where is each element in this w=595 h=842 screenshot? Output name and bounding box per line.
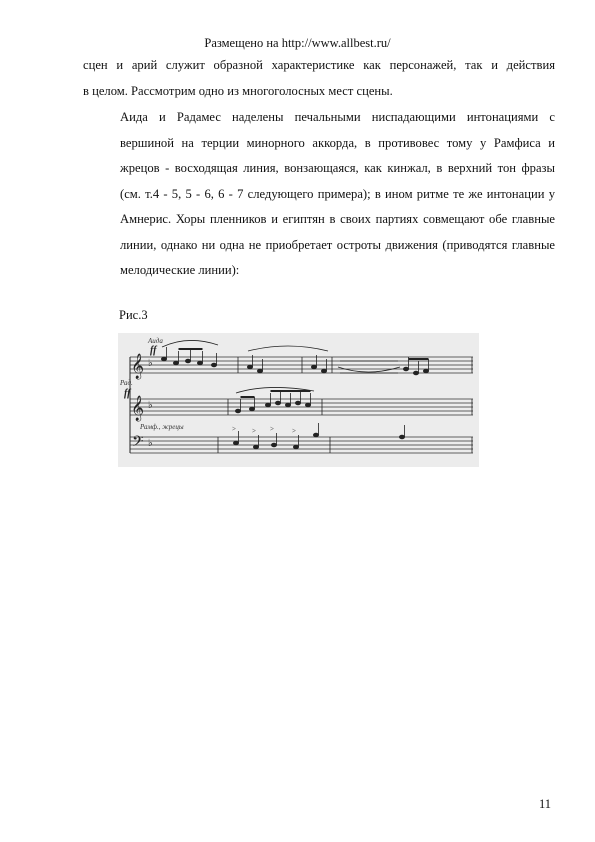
svg-text:>: >	[252, 427, 256, 435]
text-line: сцен и арий служит образной характеристике как персонажей, так и действия	[83, 58, 555, 72]
treble-clef-icon: 𝄞	[131, 395, 145, 420]
dynamic-mark: ff	[124, 388, 131, 399]
staff-label-radames: Рад.	[120, 379, 133, 387]
bass-clef-icon: 𝄢	[132, 433, 144, 453]
text-line: Амнерис. Хоры пленников и египтян в своих партиях совмещают обе главные	[120, 212, 555, 226]
staff-2	[130, 399, 473, 415]
svg-text:♭: ♭	[148, 438, 153, 449]
paragraph-1	[83, 53, 555, 104]
text-line: вершиной на терции минорного аккорда, в противовес тому у Рамфиса и	[120, 135, 555, 150]
dynamic-mark: ff	[150, 345, 157, 356]
svg-text:>: >	[270, 425, 274, 433]
text-line: линии, однако ни одна не приобретает остроты движения (приводятся главные	[120, 237, 555, 252]
text-line: в целом. Рассмотрим одно из многоголосных мест сцены.	[83, 83, 393, 98]
music-score-image	[118, 333, 479, 467]
staff-3	[130, 437, 473, 453]
text-line: мелодические линии):	[120, 263, 240, 277]
svg-text:♭: ♭	[148, 400, 153, 411]
page-header: Размещено на http://www.allbest.ru/	[204, 36, 391, 50]
figure-label: Рис.3	[119, 308, 148, 322]
staff-label-aida: Аида	[148, 337, 163, 345]
svg-text:>: >	[292, 427, 296, 435]
text-line: жрецов - восходящая линия, вонзающаяся, как кинжал, в верхний тон фразы	[120, 161, 555, 175]
staff-label-ramfis: Рамф., жрецы	[140, 423, 184, 431]
text-line: (см. т.4 - 5, 5 - 6, 6 - 7 следующего примера); в ином ритме те же интонации у	[120, 186, 555, 201]
treble-clef-icon: 𝄞	[131, 353, 145, 378]
svg-text:>: >	[232, 425, 236, 433]
staff-2-notes	[235, 391, 310, 413]
page-number: 11	[538, 797, 551, 811]
text-line: Аида и Радамес наделены печальными ниспадающими интонациями с	[120, 110, 555, 124]
svg-text:♭: ♭	[148, 358, 153, 369]
paragraph-2	[83, 105, 555, 284]
